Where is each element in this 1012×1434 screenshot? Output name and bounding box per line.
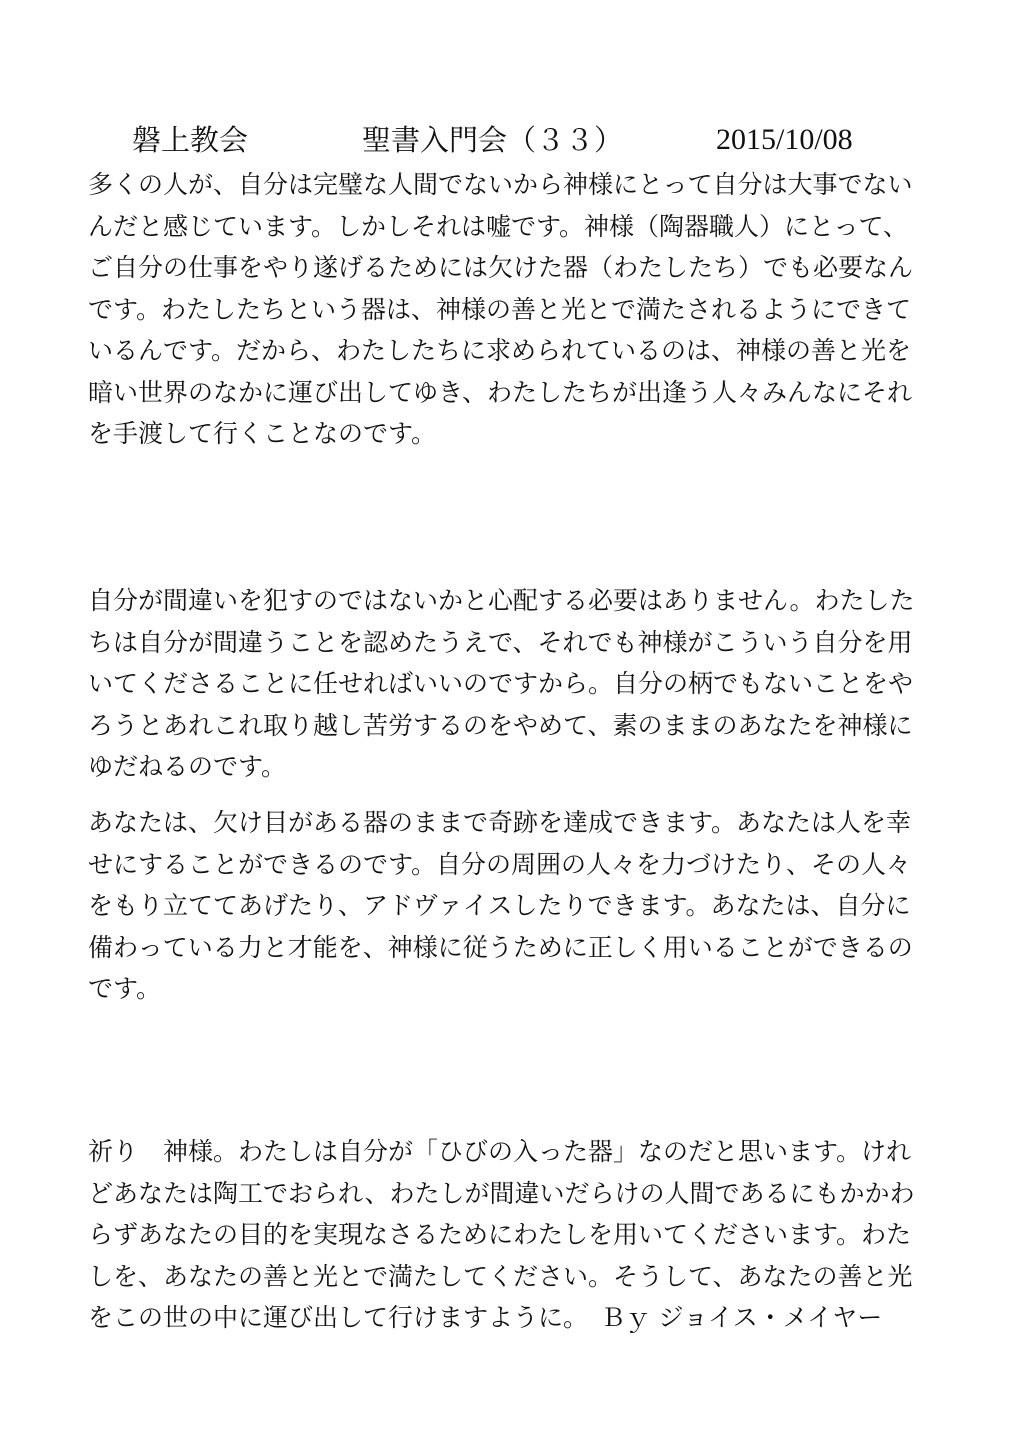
text-line: です。わたしたちという器は、神様の善と光とで満たされるようにできて — [88, 294, 912, 324]
church-name: 磐上教会 — [132, 123, 249, 157]
paragraph-cracked-pot — [88, 164, 928, 455]
text-line: んだと感じています。しかしそれは嘘です。神様（陶器職人）にとって、 — [88, 211, 909, 241]
text-line: いるんです。だから、わたしたちに求められているのは、神様の善と光を — [88, 336, 912, 365]
text-line: どあなたは陶工でおられ、わたしが間違いだらけの人間であるにもかかわ — [88, 1178, 915, 1208]
meeting-date: 2015/10/08 — [716, 123, 853, 156]
text-line: 暗い世界のなかに運び出してゆき、わたしたちが出逢う人々みんなにそれ — [88, 377, 913, 407]
text-line: あなたは、欠け目がある器のままで奇跡を達成できます。あなたは人を幸 — [88, 808, 912, 837]
text-line: 自分が間違いを犯すのではないかと心配する必要はありません。わたした — [88, 586, 915, 615]
text-line: をこの世の中に運び出して行けますように。 Ｂｙ ジョイス・メイヤー — [88, 1303, 883, 1332]
text-line: ご自分の仕事をやり遂げるためには欠けた器（わたしたち）でも必要なん — [88, 253, 914, 282]
text-line: を手渡して行くことなのです。 — [88, 419, 437, 448]
paragraph-prayer — [88, 1131, 928, 1339]
text-line: をもり立ててあげたり、アドヴァイスしたりできます。あなたは、自分に — [88, 891, 911, 920]
document-header — [0, 118, 1012, 162]
text-line: いてくださることに任せればいいのですから。自分の柄でもないことをや — [88, 669, 914, 698]
meeting-title: 聖書入門会（３３） — [362, 123, 624, 157]
text-line: しを、あなたの善と光とで満たしてください。そうして、あなたの善と光 — [88, 1261, 913, 1291]
text-line: です。 — [88, 974, 162, 1003]
paragraph-mistakes — [88, 580, 928, 788]
text-line: らずあなたの目的を実現なさるためにわたしを用いてくださいます。わた — [88, 1220, 912, 1249]
text-line: 多くの人が、自分は完璧な人間でないから神様にとって自分は大事でない — [88, 170, 913, 199]
text-line: ちは自分が間違うことを認めたうえで、それでも神様がこういう自分を用 — [88, 627, 913, 657]
text-line: ろうとあれこれ取り越し苦労するのをやめて、素のままのあなたを神様に — [88, 710, 913, 740]
paragraph-miracles — [88, 802, 928, 1010]
text-line: 祈り 神様。わたしは自分が「ひびの入った器」なのだと思います。けれ — [88, 1137, 912, 1166]
text-line: ゆだねるのです。 — [88, 752, 287, 781]
text-line: 備わっている力と才能を、神様に従うために正しく用いることができるの — [88, 932, 913, 962]
text-line: せにすることができるのです。自分の周囲の人々を力づけたり、その人々 — [88, 849, 912, 879]
